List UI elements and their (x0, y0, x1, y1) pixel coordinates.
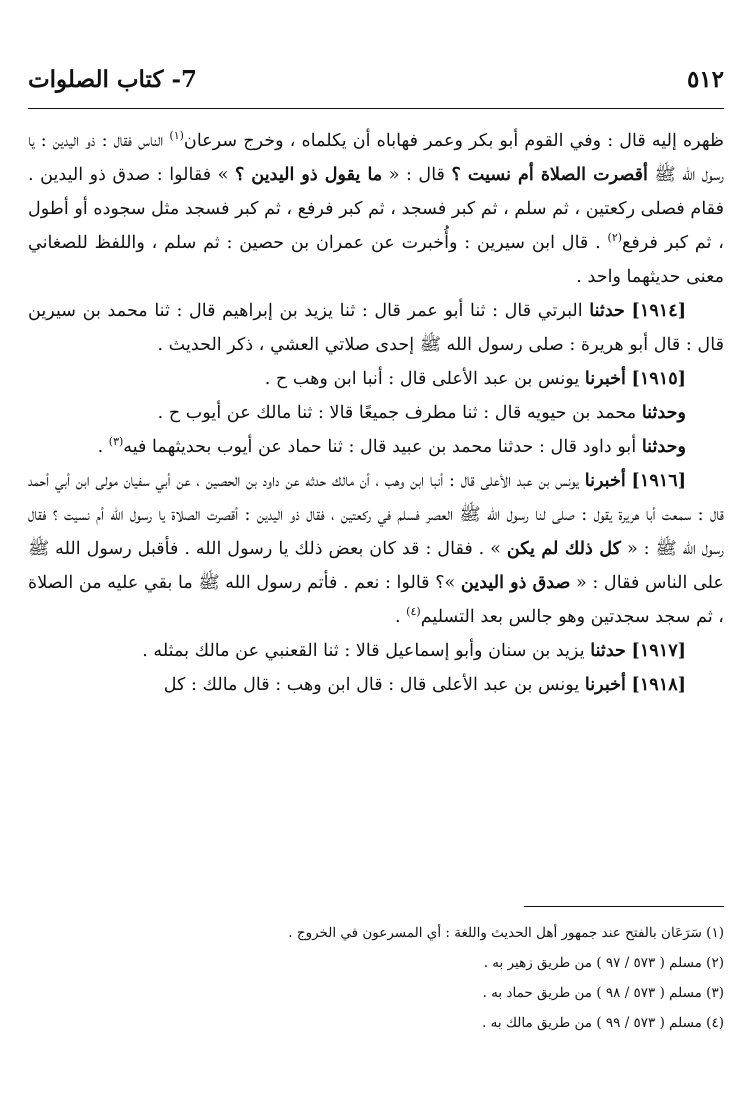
text: محمد بن حيويه قال : ثنا مطرف جميعًا قالا : ثنا مالك عن أيوب ح . (157, 403, 637, 423)
text: . (97, 437, 104, 457)
hadith-number: [١٩١٨] (631, 674, 686, 695)
paragraph-continuation (28, 124, 724, 294)
footnote-ref: (١) (169, 129, 184, 143)
narration-lead: أخبرنا (584, 674, 626, 695)
footnote-ref: (٤) (406, 605, 421, 619)
page-body (28, 124, 724, 702)
footnote-ref: (٣) (108, 435, 124, 449)
footnote-4: (٤) مسلم ( ٥٧٣ / ٩٩ ) من طريق مالك به . (482, 1015, 724, 1031)
hadith-1916 (28, 464, 724, 634)
narration-lead: حدثنا (589, 300, 625, 321)
footnote-1: (١) سَرَعَان بالفتح عند جمهور أهل الحديث واللغة : أي المسرعون في الخروج . (288, 925, 724, 941)
chapter-title: 7- كتاب الصلوات (28, 66, 198, 93)
text: ظهره إليه قال : وفي القوم أبو بكر وعمر فهاباه أن يكلماه ، وخرج سرعان (183, 131, 724, 151)
bold-text: ما يقول ذو اليدين ؟ (234, 164, 383, 185)
page-header (28, 64, 724, 109)
text: »؟ قالوا : نعم . فأتم رسول الله ﷺ ما بقي عليه من الصلاة ، ثم سجد سجدتين وهو جالس بعد التسليم (28, 573, 724, 627)
text: البرتي قال : ثنا أبو عمر قال : ثنا يزيد بن إبراهيم قال : ثنا محمد بن سيرين قال : قال أبو هريرة : صلى رسول الله ﷺ إحدى صلاتي العشي ، ذكر الحديث . (28, 301, 724, 355)
hadith-number: [١٩١٥] (631, 368, 686, 389)
bold-text: صدق ذو اليدين (460, 572, 571, 593)
text: » فقالوا : صدق ذو اليدين . فقام فصلى ركعتين ، ثم سلم ، ثم كبر فسجد ، ثم كبر فرفع ، ثم كبر فسجد مثل سجوده أو أطول ، ثم كبر فرفع (28, 165, 724, 253)
footnotes (28, 918, 724, 1038)
hadith-1914 (28, 294, 724, 362)
bold-text: أقصرت الصلاة أم نسيت ؟ (451, 164, 648, 185)
text: يونس بن عبد الأعلى قال : أنبا ابن وهب ، أن مالك حدثه عن داود بن الحصين ، عن أبي سفيان مولى ابن أبي أحمد قال : سمعت أبا هريرة يقول : صلى لنا رسول الله ﷺ العصر فسلم في ركعتين ، فقال ذو اليدين : أقصرت الصلاة يا رسول الله أم نسيت ؟ فقال رسول الله ﷺ : « (28, 471, 724, 559)
hadith-1917 (28, 634, 724, 668)
footnote-ref: (٢) (607, 231, 623, 245)
chain-line (28, 430, 724, 464)
narration-lead: أخبرنا (584, 470, 626, 491)
hadith-number: [١٩١٤] (631, 300, 687, 321)
footnote-3: (٣) مسلم ( ٥٧٣ / ٩٨ ) من طريق حماد به . (482, 985, 724, 1001)
narration-lead: وحدثنا (641, 402, 686, 423)
hadith-number: [١٩١٦] (631, 470, 687, 491)
text: قال : « (388, 165, 445, 185)
hadith-1915 (28, 362, 724, 396)
text: أبو داود قال : حدثنا محمد بن عبيد قال : ثنا حماد عن أيوب بحديثهما فيه (123, 437, 637, 457)
text: . قال ابن سيرين : وأُخبرت عن عمران بن حصين : ثم سلم ، واللفظ للصغاني معنى حديثهما واحد . (28, 233, 724, 287)
narration-lead: وحدثنا (641, 436, 686, 457)
text: » . فقال : قد كان بعض ذلك يا رسول الله . فأقبل رسول الله ﷺ على الناس فقال : « (28, 539, 724, 593)
bold-text: كل ذلك لم يكن (506, 538, 622, 559)
text: يزيد بن سنان وأبو إسماعيل قالا : ثنا القعنبي عن مالك بمثله . (142, 641, 585, 661)
text: الناس فقال : ذو اليدين : يا رسول الله ﷺ (28, 131, 725, 185)
text: . (394, 607, 401, 627)
hadith-number: [١٩١٧] (631, 640, 686, 661)
text: يونس بن عبد الأعلى قال : قال ابن وهب : قال مالك : كل (163, 675, 580, 695)
footnote-separator (524, 906, 724, 907)
text: يونس بن عبد الأعلى قال : أنبا ابن وهب ح . (264, 369, 580, 389)
narration-lead: حدثنا (590, 640, 626, 661)
narration-lead: أخبرنا (584, 368, 626, 389)
page-number: ٥١٢ (686, 66, 724, 93)
footnote-2: (٢) مسلم ( ٥٧٣ / ٩٧ ) من طريق زهير به . (483, 955, 724, 971)
hadith-1918 (28, 668, 724, 702)
chain-line (28, 396, 724, 430)
